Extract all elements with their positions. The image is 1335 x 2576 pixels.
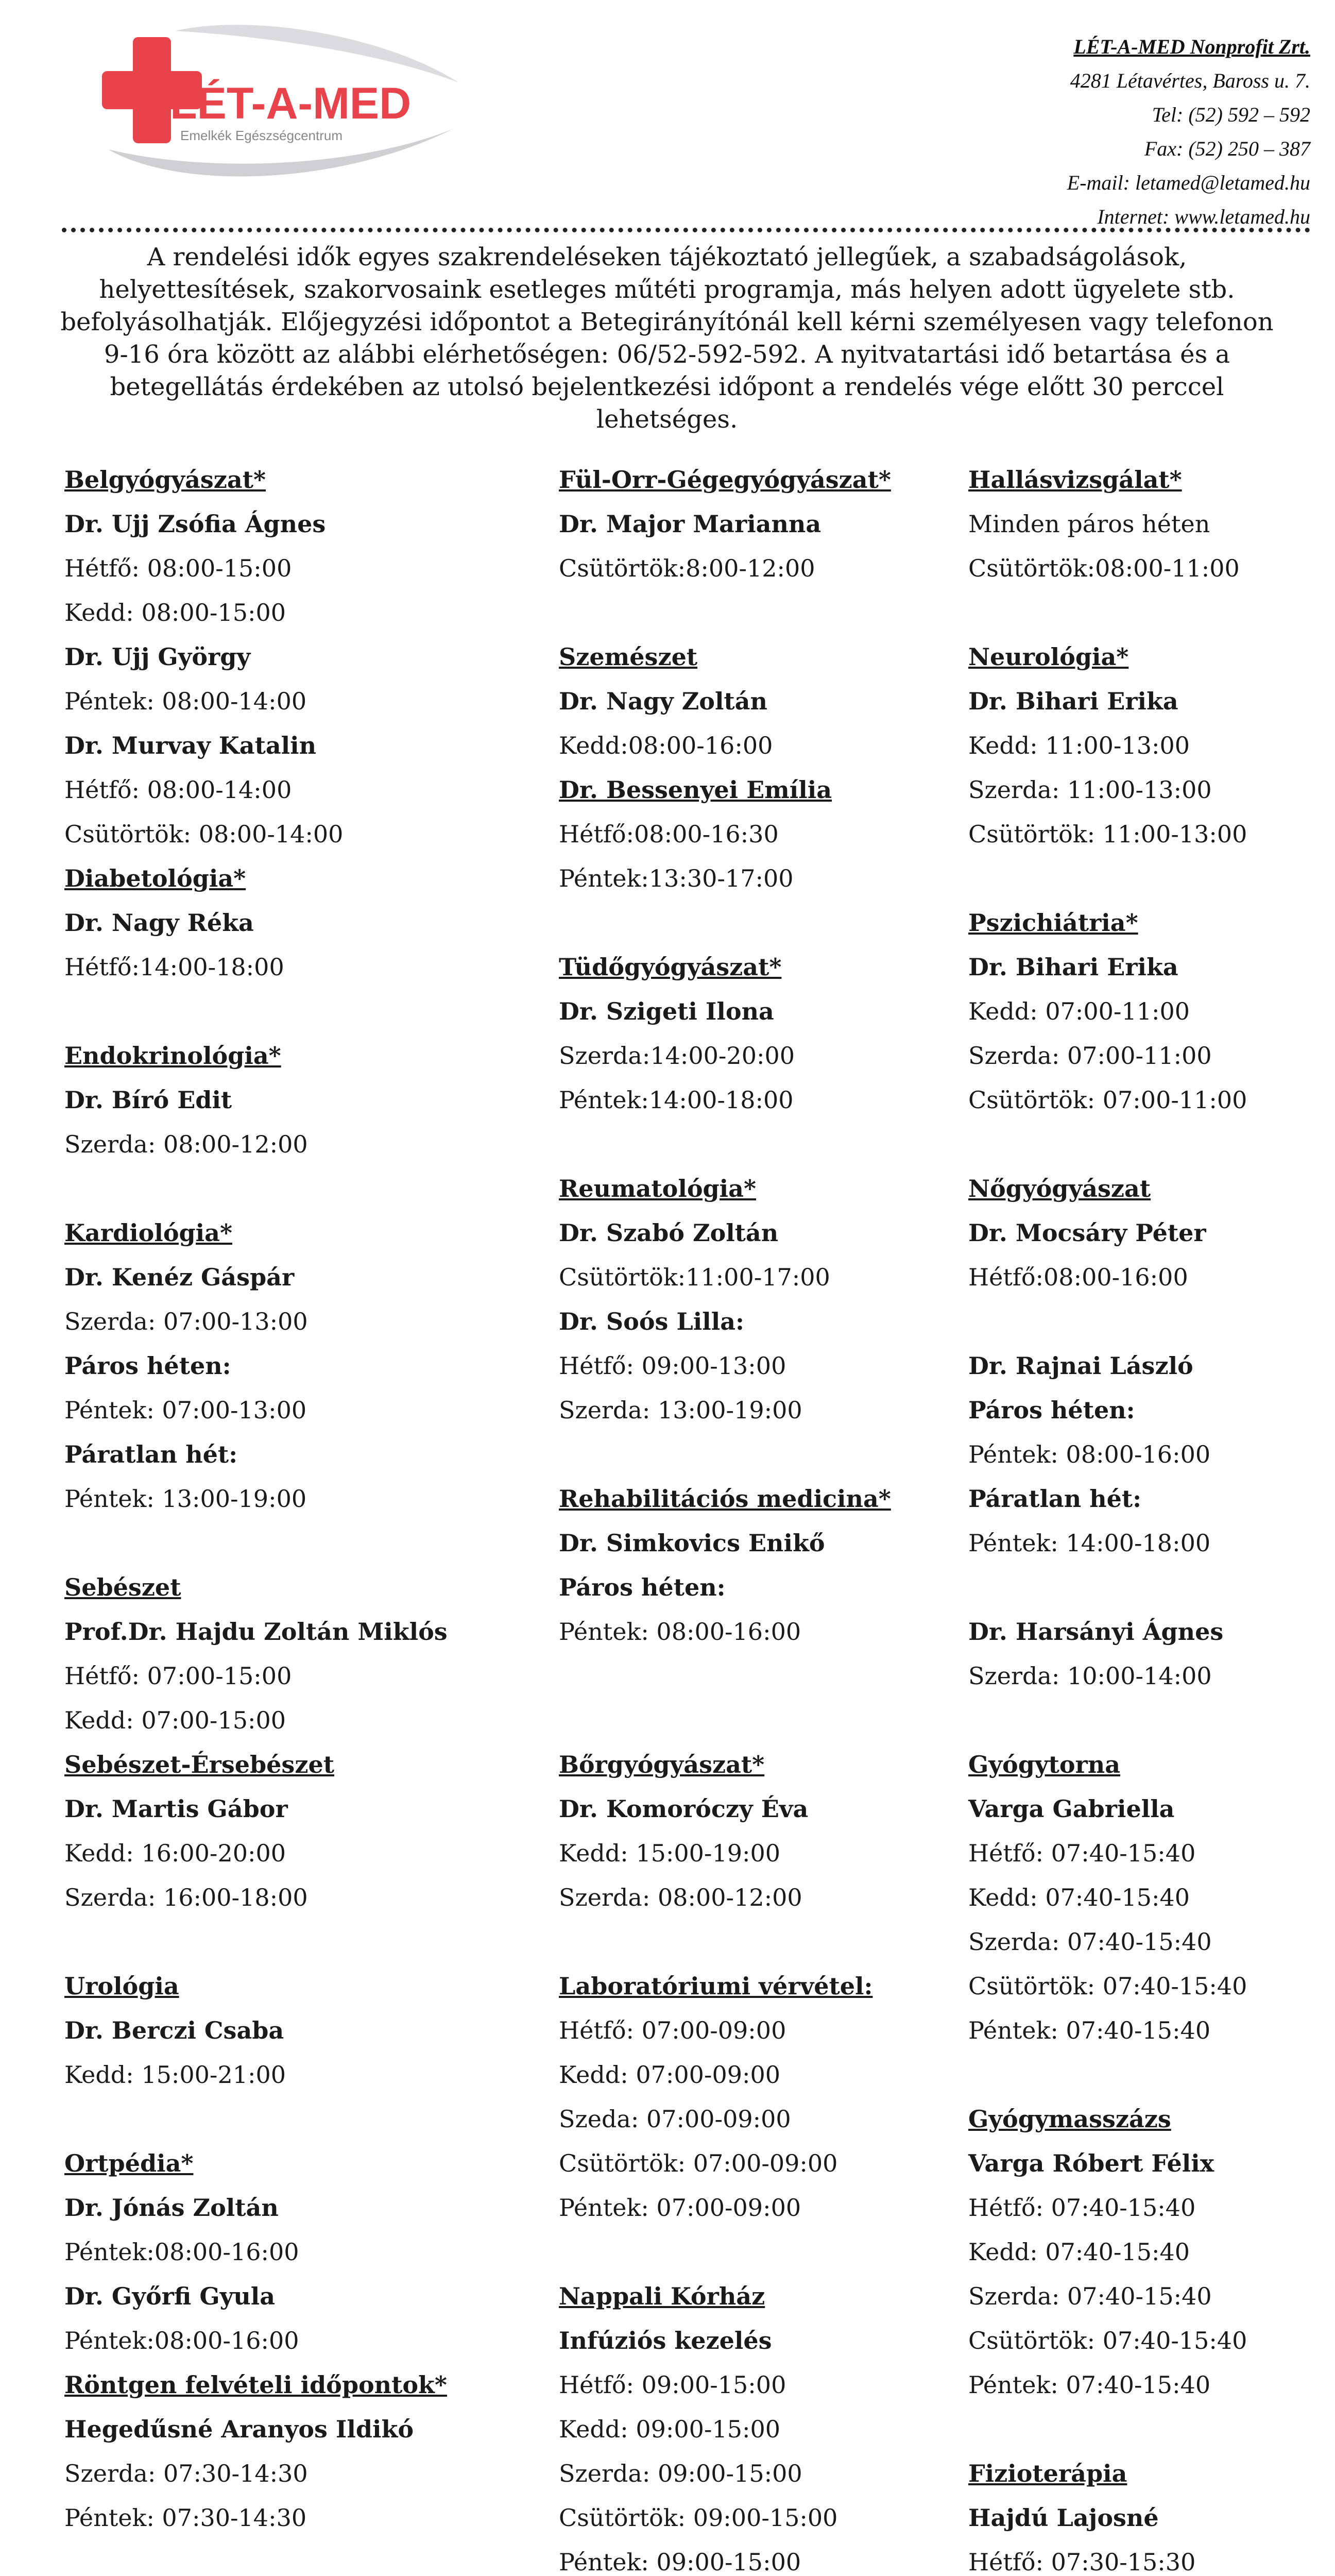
hours-line: Péntek:14:00-18:00 bbox=[559, 1086, 794, 1114]
blank-line bbox=[968, 1698, 1324, 1742]
doctor-name: Dr. Nagy Zoltán bbox=[559, 687, 767, 715]
hours-line: Kedd: 09:00-15:00 bbox=[559, 2415, 781, 2443]
hours-line: Szerda: 16:00-18:00 bbox=[64, 1884, 308, 1911]
hours-line: Szerda: 08:00-12:00 bbox=[559, 1884, 802, 1911]
blank-line bbox=[559, 1654, 981, 1698]
hours-line: Péntek: 14:00-18:00 bbox=[968, 1529, 1211, 1557]
section-title: Belgyógyászat* bbox=[64, 466, 266, 494]
section-title: Urológia bbox=[64, 1972, 179, 2000]
hours-line: Minden páros héten bbox=[968, 510, 1210, 538]
doctor-name: Varga Gabriella bbox=[968, 1795, 1175, 1823]
schedule-column-3 bbox=[968, 457, 1324, 2576]
blank-line bbox=[968, 1299, 1324, 1344]
doctor-name: Dr. Szigeti Ilona bbox=[559, 997, 774, 1025]
hours-line: Szeda: 07:00-09:00 bbox=[559, 2105, 791, 2133]
doctor-name: Dr. Ujj György bbox=[64, 643, 251, 671]
doctor-name: Dr. Nagy Réka bbox=[64, 909, 254, 937]
blank-line bbox=[559, 1432, 981, 1477]
section-title: Szemészet bbox=[559, 643, 698, 671]
hours-line: Szerda: 11:00-13:00 bbox=[968, 776, 1212, 804]
hours-line: Szerda: 13:00-19:00 bbox=[559, 1396, 802, 1424]
hours-line: Szerda: 07:40-15:40 bbox=[968, 2282, 1212, 2310]
blank-line bbox=[559, 1920, 981, 1964]
doctor-name: Dr. Kenéz Gáspár bbox=[64, 1263, 295, 1291]
hours-line: Csütörtök: 11:00-13:00 bbox=[968, 820, 1247, 848]
hours-line: Péntek: 07:00-09:00 bbox=[559, 2194, 801, 2222]
section-title: Laboratóriumi vérvétel: bbox=[559, 1972, 873, 2000]
section-title: Rehabilitációs medicina* bbox=[559, 1485, 891, 1513]
hours-line: Péntek: 09:00-15:00 bbox=[559, 2548, 801, 2576]
hours-line: Péntek: 08:00-16:00 bbox=[968, 1440, 1211, 1468]
hours-line: Kedd: 07:40-15:40 bbox=[968, 1884, 1190, 1911]
doctor-name: Páratlan hét: bbox=[64, 1440, 238, 1468]
doctor-name: Dr. Mocsáry Péter bbox=[968, 1219, 1206, 1247]
hours-line: Csütörtök: 07:00-09:00 bbox=[559, 2149, 838, 2177]
section-title: Nőgyógyászat bbox=[968, 1175, 1151, 1202]
doctor-name: Varga Róbert Félix bbox=[968, 2149, 1214, 2177]
doctor-name: Dr. Bihari Erika bbox=[968, 687, 1178, 715]
company-info bbox=[1067, 30, 1310, 234]
hours-line: Kedd: 07:00-09:00 bbox=[559, 2061, 781, 2089]
section-title: Kardiológia* bbox=[64, 1219, 232, 1247]
doctor-name: Dr. Simkovics Enikő bbox=[559, 1529, 825, 1557]
hours-line: Kedd: 15:00-21:00 bbox=[64, 2061, 286, 2089]
hours-line: Csütörtök: 07:40-15:40 bbox=[968, 1972, 1247, 2000]
hours-line: Kedd: 15:00-19:00 bbox=[559, 1839, 781, 1867]
hours-line: Hétfő: 07:00-15:00 bbox=[64, 1662, 292, 1690]
section-title: Sebészet bbox=[64, 1573, 181, 1601]
hours-line: Szerda: 07:00-11:00 bbox=[968, 1042, 1212, 1070]
section-title: Pszichiátria* bbox=[968, 909, 1138, 937]
blank-line bbox=[559, 2230, 981, 2274]
doctor-name: Dr. Ujj Zsófia Ágnes bbox=[64, 510, 326, 538]
section-title: Tüdőgyógyászat* bbox=[559, 953, 782, 981]
hours-line: Csütörtök:11:00-17:00 bbox=[559, 1263, 830, 1291]
section-title: Gyógymasszázs bbox=[968, 2105, 1171, 2133]
section-title: Diabetológia* bbox=[64, 865, 246, 892]
hours-line: Csütörtök:08:00-11:00 bbox=[968, 554, 1240, 582]
section-title: Fül-Orr-Gégegyógyászat* bbox=[559, 466, 891, 494]
hours-line: Péntek: 08:00-16:00 bbox=[559, 1618, 801, 1646]
hours-line: Hétfő: 07:40-15:40 bbox=[968, 2194, 1196, 2222]
hours-line: Kedd: 07:00-11:00 bbox=[968, 997, 1190, 1025]
schedule-column-1 bbox=[64, 457, 538, 2540]
section-title: Sebészet-Érsebészet bbox=[64, 1751, 334, 1778]
hours-line: Kedd: 11:00-13:00 bbox=[968, 732, 1190, 759]
company-website: Internet: www.letamed.hu bbox=[1097, 205, 1310, 228]
logo-graphic bbox=[98, 21, 469, 191]
doctor-name: Dr. Bihari Erika bbox=[968, 953, 1178, 981]
blank-line bbox=[559, 901, 981, 945]
blank-line bbox=[968, 590, 1324, 635]
section-title: Reumatológia* bbox=[559, 1175, 757, 1202]
hours-line: Csütörtök: 07:00-11:00 bbox=[968, 1086, 1247, 1114]
logo-wordmark: LÉT-A-MED bbox=[170, 79, 412, 128]
hours-line: Szerda: 07:00-13:00 bbox=[64, 1308, 308, 1335]
blank-line bbox=[64, 1920, 538, 1964]
hours-line: Hétfő:14:00-18:00 bbox=[64, 953, 284, 981]
blank-line bbox=[64, 1521, 538, 1565]
hours-line: Hétfő: 07:30-15:30 bbox=[968, 2548, 1196, 2576]
hours-line: Kedd:08:00-16:00 bbox=[559, 732, 773, 759]
doctor-name: Dr. Major Marianna bbox=[559, 510, 821, 538]
section-title: Hallásvizsgálat* bbox=[968, 466, 1182, 494]
hours-line: Péntek: 07:40-15:40 bbox=[968, 2016, 1211, 2044]
hours-line: Kedd: 08:00-15:00 bbox=[64, 599, 286, 626]
company-phone: Tel: (52) 592 – 592 bbox=[1152, 103, 1310, 126]
hours-line: Hétfő: 08:00-15:00 bbox=[64, 554, 292, 582]
hours-line: Csütörtök:8:00-12:00 bbox=[559, 554, 815, 582]
hours-line: Hétfő: 07:00-09:00 bbox=[559, 2016, 786, 2044]
section-title: Röntgen felvételi időpontok* bbox=[64, 2371, 447, 2399]
blank-line bbox=[64, 2097, 538, 2141]
blank-line bbox=[968, 856, 1324, 901]
doctor-name: Dr. Murvay Katalin bbox=[64, 732, 317, 759]
doctor-name: Páros héten: bbox=[968, 1396, 1135, 1424]
hours-line: Hétfő: 09:00-13:00 bbox=[559, 1352, 786, 1380]
section-title: Neurológia* bbox=[968, 643, 1129, 671]
section-title: Gyógytorna bbox=[968, 1751, 1121, 1778]
section-title: Ortpédia* bbox=[64, 2149, 194, 2177]
hours-line: Péntek:13:30-17:00 bbox=[559, 865, 794, 892]
section-title: Endokrinológia* bbox=[64, 1042, 281, 1070]
blank-line bbox=[968, 2407, 1324, 2451]
company-logo bbox=[98, 21, 469, 191]
blank-line bbox=[968, 2053, 1324, 2097]
blank-line bbox=[559, 1698, 981, 1742]
doctor-name: Dr. Győrfi Gyula bbox=[64, 2282, 276, 2310]
hours-line: Kedd: 16:00-20:00 bbox=[64, 1839, 286, 1867]
doctor-name: Prof.Dr. Hajdu Zoltán Miklós bbox=[64, 1618, 448, 1646]
blank-line bbox=[968, 1565, 1324, 1609]
hours-line: Hétfő: 08:00-14:00 bbox=[64, 776, 292, 804]
hours-line: Péntek: 07:00-13:00 bbox=[64, 1396, 307, 1424]
schedule-column-2 bbox=[559, 457, 981, 2576]
opening-hours-notice: A rendelési idők egyes szakrendeléseken tájékoztató jellegűek, a szabadságolások, helyettesítések, szakorvosaink esetleges műtéti programja, más helyen adott ügyelete stb. befolyásolhatják. Előjegyzési időpontot a Betegirányítónál kell kérni személyesen vagy telefonon 9-16 óra között az alábbi elérhetőségen: 06/52-592-592. A nyitvatartási idő betartása és a betegellátás érdekében az utolsó bejelentkezési időpont a rendelés vége előtt 30 perccel lehetséges. bbox=[60, 243, 1274, 434]
doctor-name: Dr. Komoróczy Éva bbox=[559, 1795, 809, 1823]
hours-line: Kedd: 07:40-15:40 bbox=[968, 2238, 1190, 2266]
hours-line: Csütörtök: 09:00-15:00 bbox=[559, 2504, 838, 2532]
doctor-name: Dr. Rajnai László bbox=[968, 1352, 1193, 1380]
hours-line: Hétfő:08:00-16:00 bbox=[968, 1263, 1188, 1291]
blank-line bbox=[64, 1166, 538, 1211]
section-title: Bőrgyógyászat* bbox=[559, 1751, 765, 1778]
section-title: Fizioterápia bbox=[968, 2460, 1127, 2487]
section-title: Dr. Bessenyei Emília bbox=[559, 776, 832, 804]
blank-line bbox=[559, 590, 981, 635]
blank-line bbox=[64, 989, 538, 1033]
hours-line: Péntek:08:00-16:00 bbox=[64, 2327, 299, 2354]
hours-line: Hétfő: 09:00-15:00 bbox=[559, 2371, 786, 2399]
blank-line bbox=[559, 1122, 981, 1166]
hours-line: Hétfő:08:00-16:30 bbox=[559, 820, 779, 848]
hours-line: Hétfő: 07:40-15:40 bbox=[968, 1839, 1196, 1867]
doctor-name: Páros héten: bbox=[64, 1352, 231, 1380]
company-fax: Fax: (52) 250 – 387 bbox=[1144, 137, 1310, 160]
company-email: E-mail: letamed@letamed.hu bbox=[1067, 171, 1310, 194]
doctor-name: Hajdú Lajosné bbox=[968, 2504, 1159, 2532]
doctor-name: Infúziós kezelés bbox=[559, 2327, 772, 2354]
hours-line: Szerda:14:00-20:00 bbox=[559, 1042, 795, 1070]
blank-line bbox=[968, 1122, 1324, 1166]
hours-line: Péntek: 07:40-15:40 bbox=[968, 2371, 1211, 2399]
hours-line: Péntek: 07:30-14:30 bbox=[64, 2504, 307, 2532]
hours-line: Péntek: 08:00-14:00 bbox=[64, 687, 307, 715]
hours-line: Péntek: 13:00-19:00 bbox=[64, 1485, 307, 1513]
hours-line: Szerda: 07:30-14:30 bbox=[64, 2460, 308, 2487]
header-divider bbox=[62, 228, 1310, 232]
doctor-name: Hegedűsné Aranyos Ildikó bbox=[64, 2415, 414, 2443]
hours-line: Péntek:08:00-16:00 bbox=[64, 2238, 299, 2266]
hours-line: Kedd: 07:00-15:00 bbox=[64, 1706, 286, 1734]
hours-line: Szerda: 07:40-15:40 bbox=[968, 1928, 1212, 1956]
doctor-name: Dr. Szabó Zoltán bbox=[559, 1219, 779, 1247]
doctor-name: Dr. Jónás Zoltán bbox=[64, 2194, 279, 2222]
company-name: LÉT-A-MED Nonprofit Zrt. bbox=[1073, 35, 1310, 58]
section-title: Nappali Kórház bbox=[559, 2282, 765, 2310]
doctor-name: Dr. Martis Gábor bbox=[64, 1795, 288, 1823]
hours-line: Csütörtök: 08:00-14:00 bbox=[64, 820, 344, 848]
company-address: 4281 Létavértes, Baross u. 7. bbox=[1070, 69, 1310, 92]
doctor-name: Dr. Harsányi Ágnes bbox=[968, 1618, 1224, 1646]
doctor-name: Páros héten: bbox=[559, 1573, 726, 1601]
doctor-name: Dr. Bíró Edit bbox=[64, 1086, 232, 1114]
doctor-name: Dr. Berczi Csaba bbox=[64, 2016, 284, 2044]
doctor-name: Páratlan hét: bbox=[968, 1485, 1142, 1513]
hours-line: Szerda: 10:00-14:00 bbox=[968, 1662, 1212, 1690]
hours-line: Szerda: 08:00-12:00 bbox=[64, 1130, 308, 1158]
logo-subtitle: Emelkék Egészségcentrum bbox=[180, 128, 343, 143]
hours-line: Csütörtök: 07:40-15:40 bbox=[968, 2327, 1247, 2354]
doctor-name: Dr. Soós Lilla: bbox=[559, 1308, 744, 1335]
hours-line: Szerda: 09:00-15:00 bbox=[559, 2460, 802, 2487]
